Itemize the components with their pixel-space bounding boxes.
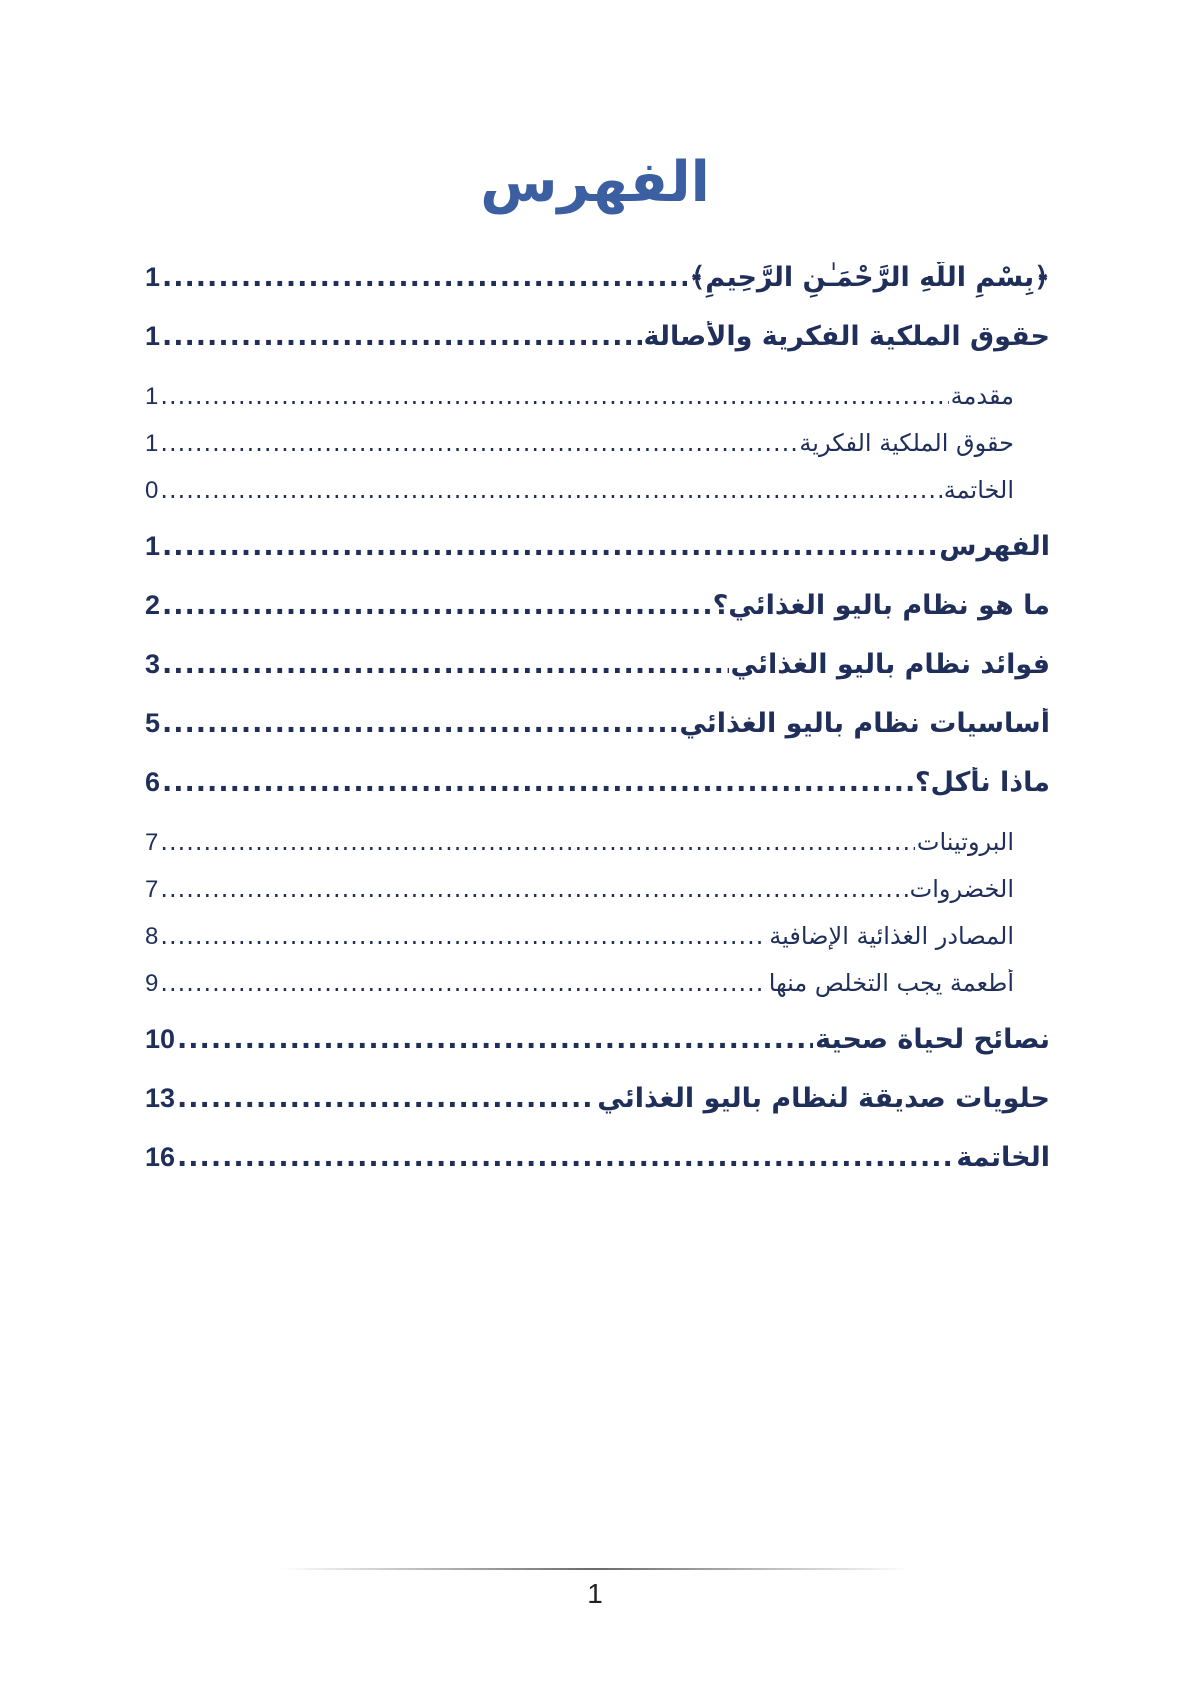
toc-entry-label: حقوق الملكية الفكرية [799,429,1014,457]
toc-entry [145,382,1050,429]
toc-entry-page: 0 [145,477,159,504]
table-of-contents [145,262,1050,1201]
toc-entry-label: حقوق الملكية الفكرية والأصالة [643,321,1050,352]
toc-entry-page: 1 [145,383,159,410]
toc-entry-label: الخاتمة [943,476,1014,504]
toc-entry [145,321,1050,380]
toc-entry [145,1142,1050,1201]
toc-dot-leader [160,429,797,457]
toc-entry-label: حلويات صديقة لنظام باليو الغذائي [597,1083,1050,1114]
toc-entry-label: مقدمة [950,382,1014,410]
toc-entry [145,1024,1050,1083]
toc-dot-leader [160,922,767,950]
toc-entry-label: الفهرس [939,531,1050,562]
toc-dot-leader [160,875,907,903]
toc-entry [145,262,1050,321]
toc-dot-leader [162,321,641,352]
toc-entry-page: 1 [145,430,159,457]
toc-dot-leader [162,649,729,680]
toc-entry-label: ما هو نظام باليو الغذائي؟ [712,590,1050,621]
footer-divider [280,1568,910,1570]
page-number: 1 [587,1578,603,1609]
toc-entry [145,590,1050,649]
toc-entry-page: 9 [145,970,159,997]
toc-entry [145,531,1050,590]
toc-entry [145,1083,1050,1142]
toc-entry-label: البروتينات [916,828,1014,856]
toc-entry-label: نصائح لحياة صحية [815,1024,1050,1055]
toc-entry [145,649,1050,708]
toc-entry-page: 5 [145,708,161,738]
toc-entry [145,429,1050,476]
toc-dot-leader [162,531,937,562]
toc-entry-label: ﴿بِسْمِ اللَّهِ الرَّحْمَـٰنِ الرَّحِيمِ﴾ [689,262,1050,293]
toc-entry-label: ماذا نأكل؟ [914,767,1050,798]
toc-entry [145,875,1050,922]
toc-entry-page: 8 [145,923,159,950]
toc-dot-leader [162,767,913,798]
toc-dot-leader [160,382,948,410]
toc-entry-label: أطعمة يجب التخلص منها [768,969,1014,997]
toc-entry-page: 7 [145,829,159,856]
toc-entry [145,828,1050,875]
toc-dot-leader [160,828,915,856]
page-title: الفهرس [480,150,710,215]
toc-dot-leader [177,1083,595,1114]
toc-entry [145,922,1050,969]
toc-entry [145,476,1050,523]
toc-entry-label: الخضروات [909,875,1014,903]
toc-entry-page: 6 [145,767,161,797]
toc-entry-page: 1 [145,531,161,561]
toc-entry-label: أساسيات نظام باليو الغذائي [679,708,1050,739]
toc-dot-leader [177,1024,813,1055]
toc-entry-page: 3 [145,649,161,679]
toc-entry-label: المصادر الغذائية الإضافية [769,922,1014,950]
toc-entry-page: 2 [145,590,161,620]
toc-entry-page: 16 [145,1142,176,1172]
toc-entry-page: 1 [145,262,161,292]
toc-entry [145,708,1050,767]
toc-entry-label: فوائد نظام باليو الغذائي [730,649,1050,680]
toc-entry-label: الخاتمة [956,1142,1050,1173]
toc-entry-page: 7 [145,876,159,903]
toc-entry [145,767,1050,826]
toc-entry-page: 1 [145,321,161,351]
toc-dot-leader [162,708,677,739]
toc-dot-leader [162,262,687,293]
toc-dot-leader [160,476,941,504]
toc-entry-page: 13 [145,1083,176,1113]
toc-dot-leader [162,590,711,621]
toc-entry-page: 10 [145,1024,176,1054]
toc-dot-leader [177,1142,954,1173]
toc-dot-leader [160,969,766,997]
toc-entry [145,969,1050,1016]
